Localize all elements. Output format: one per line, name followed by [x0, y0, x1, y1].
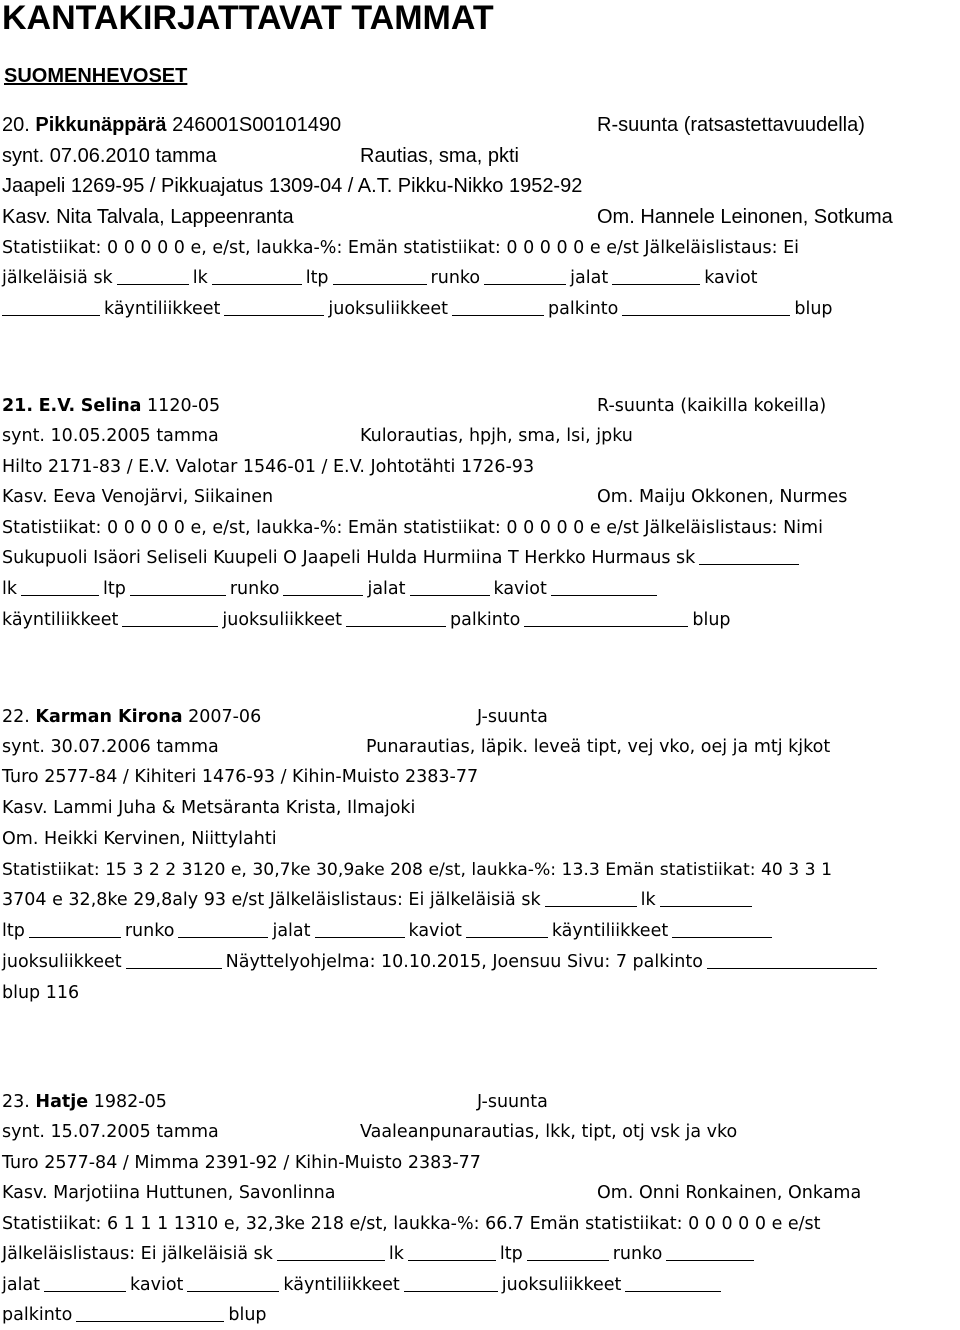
entry-number: 22. — [2, 707, 30, 727]
color-markings: Vaaleanpunarautias, lkk, tipt, otj vsk ja vko — [360, 1122, 738, 1142]
show-info: Näyttelyohjelma: 10.10.2015, Joensuu Sivu: 7 — [225, 952, 627, 972]
blank-field — [672, 920, 772, 939]
jalat-label: jalat — [2, 1275, 41, 1295]
statistics-line-1: Statistiikat: 15 3 2 2 3120 e, 30,7ke 30,9ake 208 e/st, laukka-%: 13.3 Emän statistiikat: 40 3 3 1 — [2, 860, 833, 880]
blank-field — [122, 609, 218, 628]
blup-label: blup — [228, 1305, 267, 1325]
blank-field — [551, 578, 657, 597]
breeder: Kasv. Nita Talvala, Lappeenranta — [2, 206, 294, 228]
entry-header — [2, 1087, 167, 1117]
kaviot-label: kaviot — [130, 1275, 184, 1295]
blank-field — [187, 1274, 279, 1293]
blank-field — [315, 920, 405, 939]
breeder: Kasv. Eeva Venojärvi, Siikainen — [2, 487, 274, 507]
offspring-label: Jälkeläislistaus: Ei jälkeläisiä sk — [2, 1244, 273, 1264]
statistics: Statistiikat: 0 0 0 0 0 e, e/st, laukka-%: Emän statistiikat: 0 0 0 0 0 e e/st Jälkeläislistaus: Ei — [2, 238, 800, 258]
palkinto-label: palkinto — [450, 610, 521, 630]
lk-label: lk — [2, 579, 17, 599]
blank-field — [527, 1243, 609, 1262]
statistics-text: 3704 e 32,8ke 29,8aly 93 e/st Jälkeläislistaus: Ei jälkeläisiä sk — [2, 890, 541, 910]
direction: R-suunta (ratsastettavuudella) — [597, 114, 865, 136]
offspring-text: Sukupuoli Isäori Seliseli Kuupeli O Jaapeli Hulda Hurmiina T Herkko Hurmaus sk — [2, 548, 696, 568]
entry-number: 20. — [2, 114, 30, 136]
jalat-label: jalat — [367, 579, 406, 599]
direction: J-suunta — [477, 1092, 548, 1112]
evaluation-line-1 — [2, 1239, 758, 1269]
breeder: Kasv. Marjotiina Huttunen, Savonlinna — [2, 1183, 336, 1203]
blank-field — [484, 267, 566, 286]
blank-field — [666, 1243, 754, 1262]
palkinto-label: palkinto — [632, 952, 703, 972]
owner: Om. Maiju Okkonen, Nurmes — [597, 487, 848, 507]
section-heading: SUOMENHEVOSET — [4, 65, 188, 87]
runko-label: runko — [612, 1244, 663, 1264]
blank-field — [410, 578, 490, 597]
blup-label: blup — [794, 299, 833, 319]
lk-label: lk — [388, 1244, 404, 1264]
blank-field — [699, 547, 799, 566]
kaviot-label: kaviot — [408, 921, 462, 941]
color-markings: Kulorautias, hpjh, sma, lsi, jpku — [360, 426, 633, 446]
blank-field — [212, 267, 302, 286]
blank-field — [2, 298, 100, 317]
breeder: Kasv. Lammi Juha & Metsäranta Krista, Ilmajoki — [2, 798, 416, 818]
jalat-label: jalat — [272, 921, 311, 941]
evaluation-line-2 — [2, 294, 833, 324]
evaluation-line-2 — [2, 1270, 725, 1300]
ltp-label: ltp — [2, 921, 25, 941]
palkinto-label: palkinto — [548, 299, 619, 319]
juoksuliikkeet-label: juoksuliikkeet — [2, 952, 122, 972]
blup-label: blup — [692, 610, 731, 630]
jalat-label: jalat — [570, 268, 609, 288]
birth-info: synt. 30.07.2006 tamma — [2, 737, 219, 757]
horse-name: Hatje — [35, 1092, 89, 1112]
ltp-label: ltp — [305, 268, 329, 288]
blank-field — [44, 1274, 126, 1293]
owner: Om. Hannele Leinonen, Sotkuma — [597, 206, 893, 228]
blank-field — [622, 298, 790, 317]
color-markings: Punarautias, läpik. leveä tipt, vej vko, oej ja mtj kjkot — [366, 737, 831, 757]
blup-value: blup 116 — [2, 983, 80, 1003]
evaluation-line-2 — [2, 947, 881, 977]
blank-field — [333, 267, 427, 286]
blank-field — [545, 889, 637, 908]
blank-field — [660, 889, 752, 908]
blank-field — [466, 920, 548, 939]
blank-field — [277, 1243, 385, 1262]
kayntiliikkeet-label: käyntiliikkeet — [283, 1275, 400, 1295]
blank-field — [224, 298, 324, 317]
evaluation-line-1 — [2, 916, 776, 946]
owner: Om. Onni Ronkainen, Onkama — [597, 1183, 862, 1203]
lk-label: lk — [192, 268, 208, 288]
kaviot-label: kaviot — [704, 268, 758, 288]
pedigree: Jaapeli 1269-95 / Pikkuajatus 1309-04 / A.T. Pikku-Nikko 1952-92 — [2, 175, 583, 197]
direction: J-suunta — [477, 707, 548, 727]
registration-number: 1120-05 — [147, 396, 221, 416]
kayntiliikkeet-label: käyntiliikkeet — [2, 610, 119, 630]
blank-field — [130, 578, 226, 597]
blank-field — [283, 578, 363, 597]
juoksuliikkeet-label: juoksuliikkeet — [328, 299, 448, 319]
palkinto-label: palkinto — [2, 1305, 73, 1325]
birth-info: synt. 07.06.2010 tamma — [2, 145, 217, 167]
entry-header — [2, 110, 341, 140]
blank-field — [707, 951, 877, 970]
entry-number: 23. — [2, 1092, 30, 1112]
pedigree: Turo 2577-84 / Kihiteri 1476-93 / Kihin-Muisto 2383-77 — [2, 767, 479, 787]
statistics: Statistiikat: 6 1 1 1 1310 e, 32,3ke 218 e/st, laukka-%: 66.7 Emän statistiikat: 0 0 0 0 0 e e/st — [2, 1214, 821, 1234]
birth-info: synt. 15.07.2005 tamma — [2, 1122, 219, 1142]
blank-field — [452, 298, 544, 317]
blank-field — [346, 609, 446, 628]
entry-header — [2, 702, 261, 732]
ltp-label: ltp — [103, 579, 126, 599]
blank-field — [404, 1274, 498, 1293]
kayntiliikkeet-label: käyntiliikkeet — [104, 299, 221, 319]
blank-field — [21, 578, 99, 597]
horse-name: Selina — [80, 396, 142, 416]
horse-name: Pikkunäppärä — [35, 114, 167, 136]
blank-field — [29, 920, 121, 939]
page-title: KANTAKIRJATTAVAT TAMMAT — [2, 0, 494, 37]
birth-info: synt. 10.05.2005 tamma — [2, 426, 219, 446]
name-prefix: E.V. — [38, 396, 76, 416]
juoksuliikkeet-label: juoksuliikkeet — [222, 610, 342, 630]
evaluation-line-1 — [2, 263, 758, 293]
blank-field — [117, 267, 189, 286]
evaluation-line-1 — [2, 574, 661, 604]
runko-label: runko — [229, 579, 280, 599]
registration-number: 2007-06 — [188, 707, 262, 727]
statistics-line-2 — [2, 885, 756, 915]
color-markings: Rautias, sma, pkti — [360, 145, 519, 167]
blank-field — [126, 951, 222, 970]
pedigree: Turo 2577-84 / Mimma 2391-92 / Kihin-Muisto 2383-77 — [2, 1153, 481, 1173]
offspring-list — [2, 543, 803, 573]
registration-number: 246001S00101490 — [172, 114, 342, 136]
kayntiliikkeet-label: käyntiliikkeet — [551, 921, 669, 941]
runko-label: runko — [124, 921, 175, 941]
kaviot-label: kaviot — [493, 579, 547, 599]
horse-name: Karman Kirona — [35, 707, 183, 727]
blank-field — [76, 1304, 224, 1323]
ltp-label: ltp — [499, 1244, 523, 1264]
runko-label: runko — [430, 268, 481, 288]
blank-field — [524, 609, 688, 628]
pedigree: Hilto 2171-83 / E.V. Valotar 1546-01 / E.V. Johtotähti 1726-93 — [2, 457, 535, 477]
evaluation-line-2 — [2, 605, 731, 635]
statistics: Statistiikat: 0 0 0 0 0 e, e/st, laukka-%: Emän statistiikat: 0 0 0 0 0 e e/st Jälkeläislistaus: Nimi — [2, 518, 823, 538]
juoksuliikkeet-label: juoksuliikkeet — [501, 1275, 622, 1295]
offspring-label: jälkeläisiä sk — [2, 268, 113, 288]
entry-number: 21. — [2, 396, 34, 416]
entry-header — [2, 391, 220, 421]
blank-field — [178, 920, 268, 939]
blank-field — [612, 267, 700, 286]
direction: R-suunta (kaikilla kokeilla) — [597, 396, 827, 416]
owner: Om. Heikki Kervinen, Niittylahti — [2, 829, 277, 849]
registration-number: 1982-05 — [93, 1092, 167, 1112]
blank-field — [408, 1243, 496, 1262]
evaluation-line-3 — [2, 1300, 267, 1330]
blank-field — [625, 1274, 721, 1293]
lk-label: lk — [640, 890, 656, 910]
